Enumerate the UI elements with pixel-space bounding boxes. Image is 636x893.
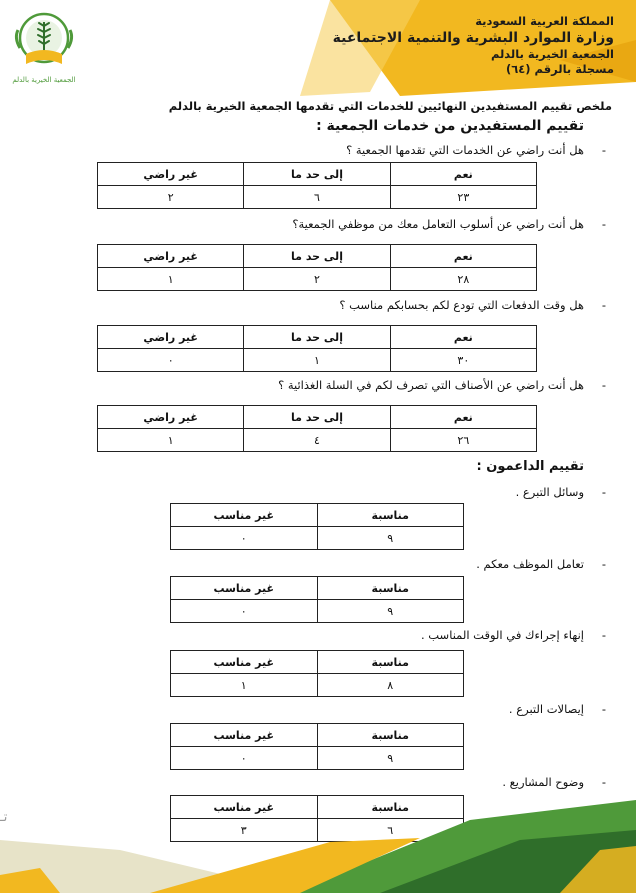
donor-table-3	[170, 650, 464, 697]
registration-number: مسجلة بالرقم (٦٤)	[505, 62, 614, 76]
logo-caption: الجمعية الخيرية بالدلم	[12, 76, 76, 84]
value-yes: ٢٦	[390, 429, 536, 452]
header-not-suitable: غير مناسب	[171, 796, 318, 819]
header-somewhat: إلى حد ما	[244, 245, 390, 268]
value-suitable: ٨	[317, 674, 464, 697]
value-not-suitable: ٠	[171, 747, 318, 770]
section2-heading: تقييم الداعمون :	[476, 459, 584, 474]
donor-table-4	[170, 723, 464, 770]
page-title: ملخص تقييم المستفيدين النهائيين للخدمات التي تقدمها الجمعية الخيرية بالدلم	[168, 99, 612, 113]
results-table-2	[97, 244, 537, 291]
header-yes: نعم	[390, 245, 536, 268]
value-yes: ٢٨	[390, 268, 536, 291]
header-yes: نعم	[390, 406, 536, 429]
header-yes: نعم	[390, 326, 536, 349]
side-mark: تـ	[0, 810, 8, 825]
header-not-suitable: غير مناسب	[171, 577, 318, 600]
donor-item-1: وسائل التبرع . -	[516, 485, 584, 499]
question-1: هل أنت راضي عن الخدمات التي تقدمها الجمعية ؟ -	[346, 143, 584, 157]
results-table-1	[97, 162, 537, 209]
question-4: هل أنت راضي عن الأصناف التي تصرف لكم في السلة الغذائية ؟ -	[278, 378, 584, 392]
header-suitable: مناسبة	[317, 796, 464, 819]
value-somewhat: ٢	[244, 268, 390, 291]
donor-item-5: وضوح المشاريع . -	[502, 775, 584, 789]
header-somewhat: إلى حد ما	[244, 163, 390, 186]
value-not-satisfied: ١	[98, 268, 244, 291]
header-suitable: مناسبة	[317, 724, 464, 747]
header-suitable: مناسبة	[317, 504, 464, 527]
ministry-name: وزارة الموارد البشرية والتنمية الاجتماعية	[332, 29, 614, 46]
header-not-satisfied: غير راضي	[98, 245, 244, 268]
header-yes: نعم	[390, 163, 536, 186]
question-3: هل وقت الدفعات التي تودع لكم بحسابكم مناسب ؟ -	[339, 298, 584, 312]
value-somewhat: ٦	[244, 186, 390, 209]
value-not-suitable: ٠	[171, 527, 318, 550]
donor-table-2	[170, 576, 464, 623]
header-somewhat: إلى حد ما	[244, 326, 390, 349]
value-not-satisfied: ٠	[98, 349, 244, 372]
header-suitable: مناسبة	[317, 651, 464, 674]
value-not-suitable: ٠	[171, 600, 318, 623]
header-not-satisfied: غير راضي	[98, 406, 244, 429]
footer-decoration	[0, 780, 636, 893]
value-somewhat: ٤	[244, 429, 390, 452]
value-suitable: ٩	[317, 600, 464, 623]
donor-table-1	[170, 503, 464, 550]
header-suitable: مناسبة	[317, 577, 464, 600]
results-table-3	[97, 325, 537, 372]
header-not-suitable: غير مناسب	[171, 651, 318, 674]
value-suitable: ٩	[317, 747, 464, 770]
value-not-suitable: ٣	[171, 819, 318, 842]
country-name: المملكة العربية السعودية	[475, 14, 614, 28]
org-logo	[12, 8, 76, 90]
header-somewhat: إلى حد ما	[244, 406, 390, 429]
value-not-satisfied: ١	[98, 429, 244, 452]
question-2: هل أنت راضي عن أسلوب التعامل معك من موظفي الجمعية؟ -	[292, 217, 584, 231]
value-yes: ٣٠	[390, 349, 536, 372]
value-yes: ٢٣	[390, 186, 536, 209]
header-not-satisfied: غير راضي	[98, 163, 244, 186]
value-suitable: ٩	[317, 527, 464, 550]
header-not-satisfied: غير راضي	[98, 326, 244, 349]
charity-name: الجمعية الخيرية بالدلم	[490, 46, 614, 61]
value-not-satisfied: ٢	[98, 186, 244, 209]
section1-heading: تقييم المستفيدين من خدمات الجمعية :	[316, 118, 584, 134]
value-not-suitable: ١	[171, 674, 318, 697]
donor-item-4: إيصالات التبرع . -	[509, 702, 584, 716]
header-not-suitable: غير مناسب	[171, 504, 318, 527]
results-table-4	[97, 405, 537, 452]
wheat-book-emblem-icon	[16, 14, 71, 64]
donor-item-2: تعامل الموظف معكم . -	[476, 557, 584, 571]
value-suitable: ٦	[317, 819, 464, 842]
value-somewhat: ١	[244, 349, 390, 372]
org-info	[333, 14, 614, 78]
header-not-suitable: غير مناسب	[171, 724, 318, 747]
donor-item-3: إنهاء إجراءك في الوقت المناسب . -	[421, 628, 584, 642]
